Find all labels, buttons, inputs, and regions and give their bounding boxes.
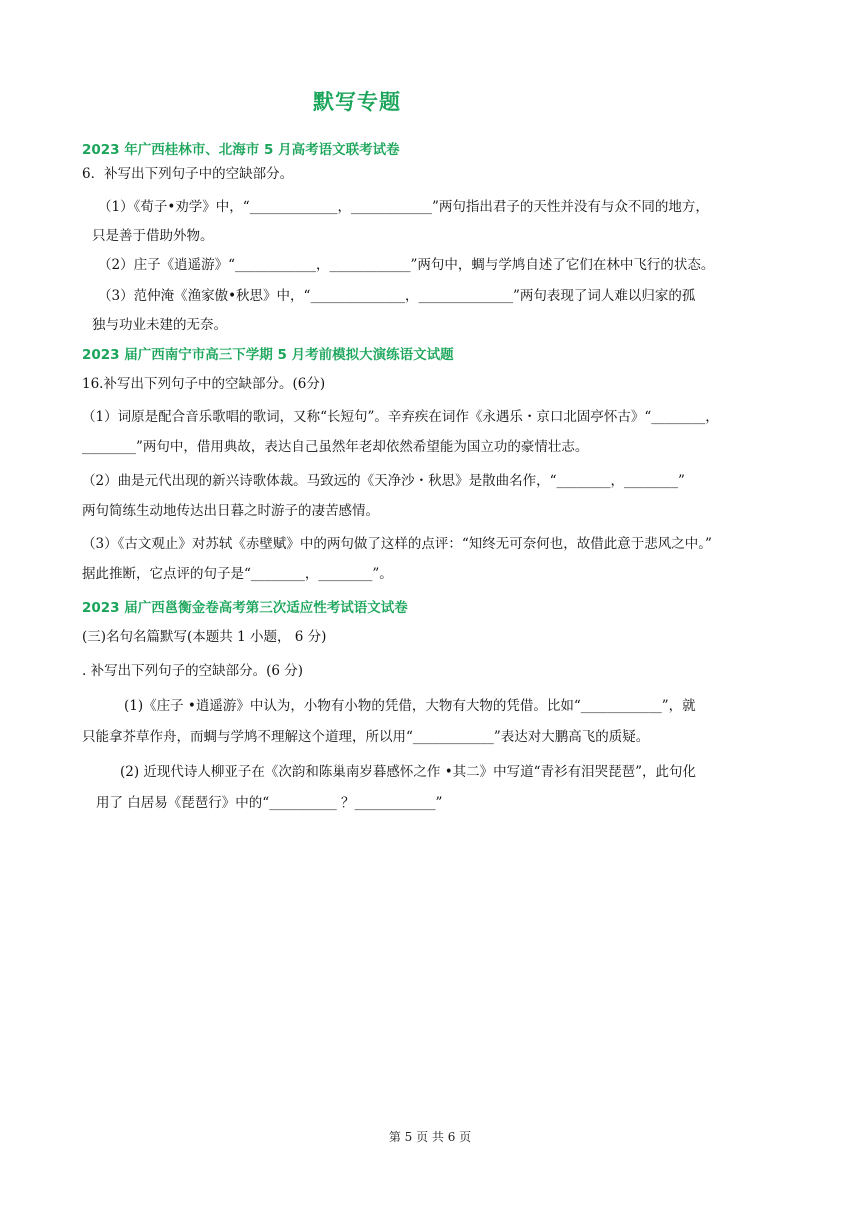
question-item: 只能拿芥草作舟，而蜩与学鸠不理解这个道理，所以用“____________”表达对大鹏高飞的质疑。 xyxy=(82,729,650,745)
question-item: （2）庄子《逍遥游》“____________，____________”两句中，蜩与学鸠自述了它们在林中飞行的状态。 xyxy=(98,257,715,273)
question-stem: 16.补写出下列句子中的空缺部分。(6分) xyxy=(82,376,326,392)
question-item: (2) 近现代诗人柳亚子在《次韵和陈巢南岁暮感怀之作 •其二》中写道“青衫有泪哭琵琶”，此句化 xyxy=(120,764,696,780)
question-item: (1)《庄子 •逍遥游》中认为，小物有小物的凭借，大物有大物的凭借。比如“____________”，就 xyxy=(124,698,696,714)
section-heading: 2023 届广西南宁市高三下学期 5 月考前模拟大演练语文试题 xyxy=(82,347,454,363)
question-stem: 6．补写出下列句子中的空缺部分。 xyxy=(82,166,294,182)
section-heading: 2023 届广西邕衡金卷高考第三次适应性考试语文试卷 xyxy=(82,600,408,616)
question-item: 用了 白居易《琵琶行》中的“__________ ？____________” xyxy=(96,795,443,811)
question-item: ________”两句中，借用典故，表达自己虽然年老却依然希望能为国立功的豪情壮志。 xyxy=(82,439,589,455)
question-item: （1）《荀子•劝学》中，“_____________，____________”两句指出君子的天性并没有与众不同的地方， xyxy=(98,199,709,215)
question-item: （1）词原是配合音乐歌唱的歌词，又称“长短句”。辛弃疾在词作《永遇乐・京口北固亭怀古》“________， xyxy=(82,409,719,425)
question-stem: (三)名句名篇默写(本题共 1 小题， 6 分) xyxy=(82,629,327,645)
question-stem: . 补写出下列句子的空缺部分。(6 分) xyxy=(82,663,303,679)
page-footer: 第 5 页 共 6 页 xyxy=(388,1130,472,1144)
question-item: 两句简练生动地传达出日暮之时游子的凄苦感情。 xyxy=(82,503,379,519)
question-item: 据此推断，它点评的句子是“________，________”。 xyxy=(82,566,393,582)
question-item: 只是善于借助外物。 xyxy=(92,228,214,244)
question-item: （2）曲是元代出现的新兴诗歌体裁。马致远的《天净沙・秋思》是散曲名作，“________，________” xyxy=(82,473,685,489)
question-item: （3）《古文观止》对苏轼《赤壁赋》中的两句做了这样的点评：“知终无可奈何也，故借此意于悲风之中。” xyxy=(82,536,712,552)
question-item: （3）范仲淹《渔家傲•秋思》中，“______________，______________”两句表现了词人难以归家的孤 xyxy=(98,288,696,304)
section-heading: 2023 年广西桂林市、北海市 5 月高考语文联考试卷 xyxy=(82,142,400,158)
question-item: 独与功业未建的无奈。 xyxy=(92,317,227,333)
page-title: 默写专题 xyxy=(313,90,401,114)
